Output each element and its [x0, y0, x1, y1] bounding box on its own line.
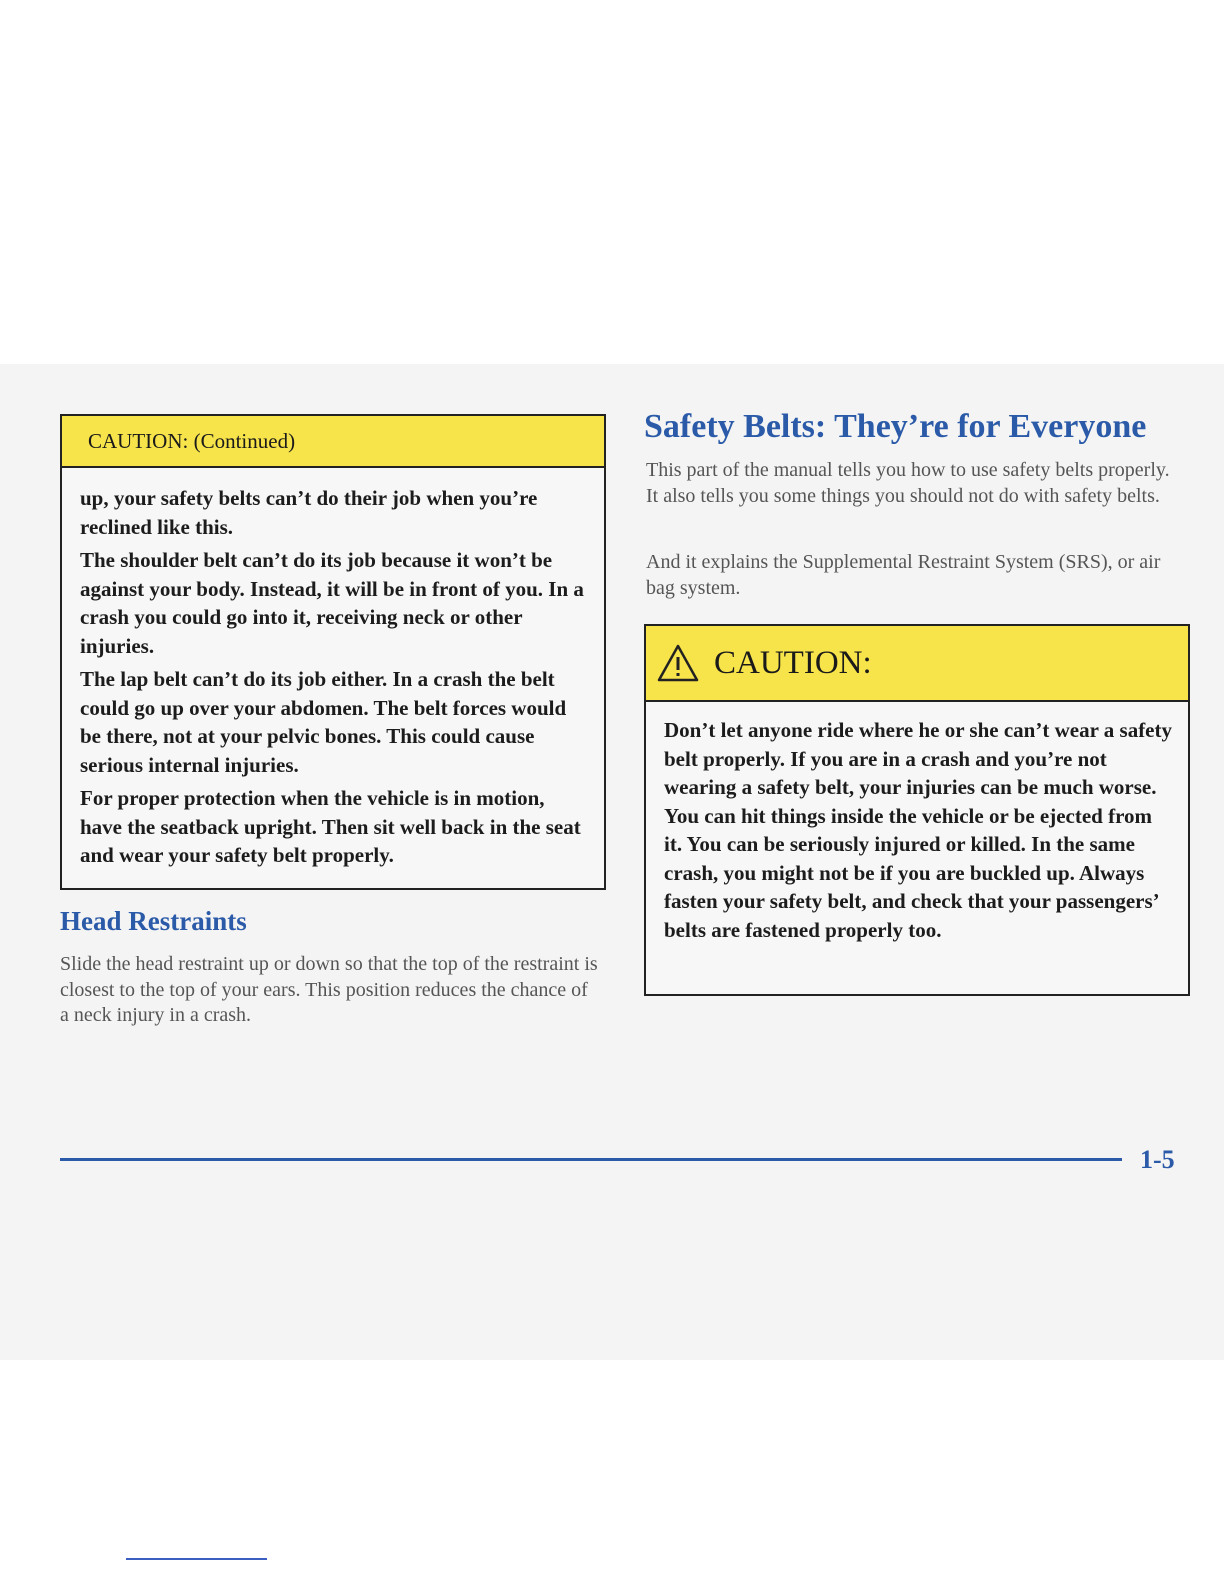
- caution-paragraph: Don’t let anyone ride where he or she can’t wear a safety belt properly. If you are in a crash and you’re not wearing a safety belt, your injuries can be much worse. You can hit things inside the vehicle or be ejected from it. You can be seriously injured or killed. In the same crash, you might not be if you are buckled up. Always fasten your safety belt, and check that your passengers’ belts are fastened properly too.: [664, 718, 1172, 942]
- caution-header: [646, 626, 1188, 702]
- safety-belts-heading: Safety Belts: They’re for Everyone: [644, 408, 1147, 445]
- caution-header: [62, 416, 604, 468]
- caution-box-safety-belts: [644, 624, 1190, 996]
- caution-paragraph: The shoulder belt can’t do its job because it won’t be against your body. Instead, it will be in front of you. In a crash you could go into it, receiving neck or other injuries.: [80, 548, 584, 658]
- caution-paragraph: The lap belt can’t do its job either. In a crash the belt could go up over your abdomen. The belt forces would be there, not at your pelvic bones. This could cause serious internal injuries.: [80, 667, 567, 777]
- warning-triangle-icon: [656, 643, 700, 683]
- head-restraints-heading: Head Restraints: [60, 906, 247, 936]
- page-number: 1-5: [1140, 1145, 1175, 1174]
- caution-paragraph: up, your safety belts can’t do their job when you’re reclined like this.: [80, 486, 538, 539]
- safety-belts-intro: This part of the manual tells you how to use safety belts properly. It also tells you some things you should not do with safety belts.: [646, 459, 1170, 507]
- caution-paragraph: For proper protection when the vehicle is in motion, have the seatback upright. Then sit well back in the seat and wear your safety belt properly.: [80, 786, 581, 867]
- caution-box-continued: [60, 414, 606, 890]
- bottom-rule: [126, 1558, 267, 1560]
- caution-header-label: CAUTION:: [714, 644, 872, 681]
- safety-belts-srs-text: And it explains the Supplemental Restraint System (SRS), or air bag system.: [646, 551, 1161, 599]
- head-restraints-text: Slide the head restraint up or down so that the top of the restraint is closest to the top of your ears. This position reduces the chance of a neck injury in a crash.: [60, 953, 598, 1026]
- footer-rule: [60, 1158, 1122, 1161]
- caution-body: [62, 468, 604, 870]
- caution-body: [646, 702, 1188, 944]
- caution-header-label: CAUTION: (Continued): [88, 428, 296, 453]
